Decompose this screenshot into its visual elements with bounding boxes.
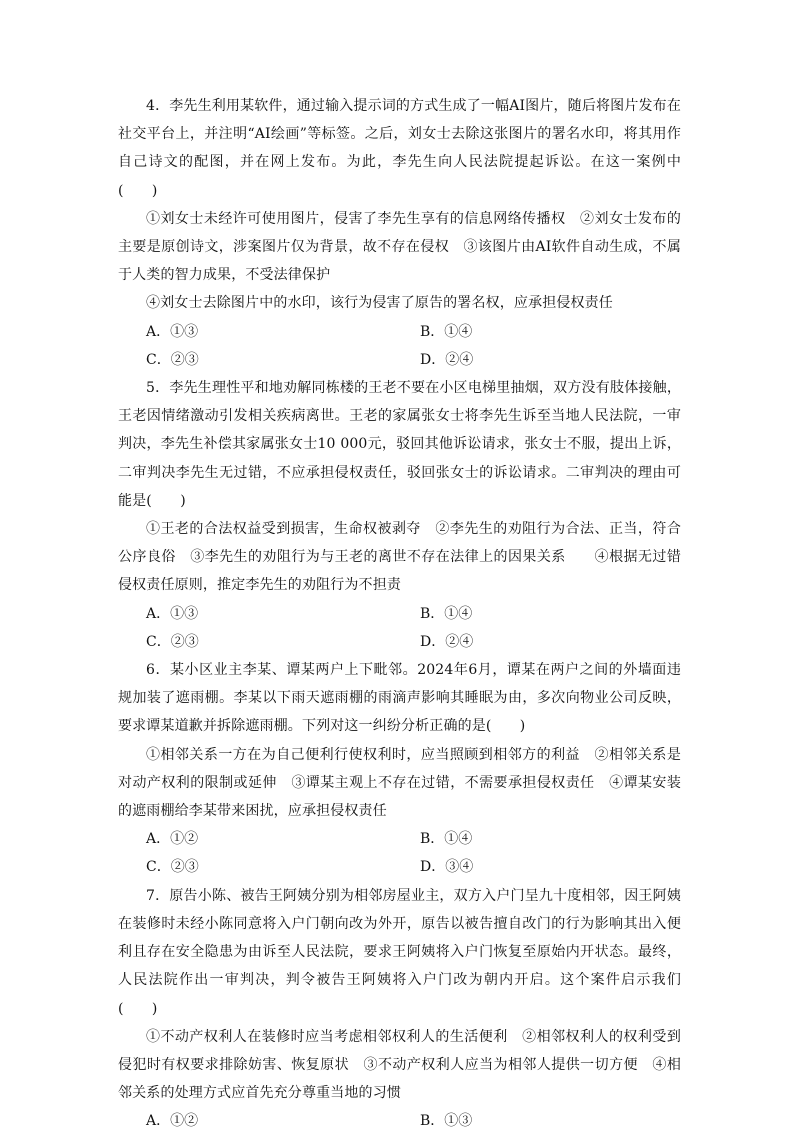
question-statements: ①不动产权利人在装修时应当考虑相邻权利人的生活便利 ②相邻权利人的权利受到侵犯时有权要求排除妨害、恢复原状 ③不动产权利人应当为相邻人提供一切方便 ④相邻关系的处理方式应首先充分尊重当地的习惯 (118, 1028, 681, 1102)
option-c[interactable]: C．②③ (146, 859, 199, 876)
option-d[interactable]: D．②④ (420, 633, 474, 650)
option-b[interactable]: B．①③ (420, 1113, 473, 1130)
question-stem: 6．某小区业主李某、谭某两户上下毗邻。2024年6月，谭某在两户之间的外墙面违规加装了遮雨棚。李某以下雨天遮雨棚的雨滴声影响其睡眠为由，多次向物业公司反映，要求谭某道歉并拆除遮雨棚。下列对这一纠纷分析正确的是( ) (118, 662, 681, 735)
option-a[interactable]: A．①③ (146, 605, 199, 622)
option-b[interactable]: B．①④ (420, 323, 473, 340)
option-c[interactable]: C．②③ (146, 633, 199, 650)
question-statements: ①相邻关系一方在为自己便利行使权利时，应当照顾到相邻方的利益 ②相邻关系是对动产权利的限制或延伸 ③谭某主观上不存在过错，不需要承担侵权责任 ④谭某安装的遮雨棚给李某带来困扰，应承担侵权责任 (118, 746, 681, 820)
option-b[interactable]: B．①④ (420, 831, 473, 848)
question-stem: 5．李先生理性平和地劝解同栋楼的王老不要在小区电梯里抽烟，双方没有肢体接触，王老因情绪激动引发相关疾病离世。王老的家属张女士将李先生诉至当地人民法院，一审判决，李先生补偿其家属张女士10 000元，驳回其他诉讼请求，张女士不服，提出上诉，二审判决李先生无过错，不应承担侵权责任，驳回张女士的诉讼请求。二审判决的理由可能是( ) (118, 380, 681, 509)
option-a[interactable]: A．①③ (146, 323, 199, 340)
question-5 (118, 374, 681, 656)
question-7 (118, 882, 681, 1136)
question-statements: ①王老的合法权益受到损害，生命权被剥夺 ②李先生的劝阻行为合法、正当，符合公序良俗 ③李先生的劝阻行为与王老的离世不存在法律上的因果关系 ④根据无过错侵权责任原则，推定李先生的劝阻行为不担责 (118, 521, 681, 594)
question-list (118, 92, 681, 1136)
answer-options (118, 318, 681, 374)
question-stem: 4．李先生利用某软件，通过输入提示词的方式生成了一幅AI图片，随后将图片发布在社交平台上，并注明“AI绘画”等标签。之后，刘女士去除这张图片的署名水印，将其用作自己诗文的配图，并在网上发布。为此，李先生向人民法院提起诉讼。在这一案例中( ) (118, 98, 681, 199)
option-a[interactable]: A．①② (146, 831, 199, 848)
question-6 (118, 656, 681, 882)
option-d[interactable]: D．②④ (420, 351, 474, 368)
answer-options (118, 1107, 681, 1135)
question-statements: ①刘女士未经许可使用图片，侵害了李先生享有的信息网络传播权 ②刘女士发布的主要是原创诗文，涉案图片仅为背景，故不存在侵权 ③该图片由AI软件自动生成，不属于人类的智力成果，不受法律保护 (118, 210, 681, 284)
answer-options (118, 600, 681, 656)
question-stem: 7．原告小陈、被告王阿姨分别为相邻房屋业主，双方入户门呈九十度相邻，因王阿姨在装修时未经小陈同意将入户门朝向改为外开，原告以被告擅自改门的行为影响其出入便利且存在安全隐患为由诉至人民法院，要求王阿姨将入户门恢复至原始内开状态。最终，人民法院作出一审判决，判令被告王阿姨将入户门改为朝内开启。这个案件启示我们( ) (118, 887, 681, 1017)
answer-options (118, 825, 681, 881)
question-4 (118, 92, 681, 374)
option-d[interactable]: D．③④ (420, 859, 474, 876)
question-statements: ④刘女士去除图片中的水印，该行为侵害了原告的署名权，应承担侵权责任 (146, 295, 613, 312)
option-c[interactable]: C．②③ (146, 351, 199, 368)
option-a[interactable]: A．①② (146, 1113, 199, 1130)
option-b[interactable]: B．①④ (420, 605, 473, 622)
